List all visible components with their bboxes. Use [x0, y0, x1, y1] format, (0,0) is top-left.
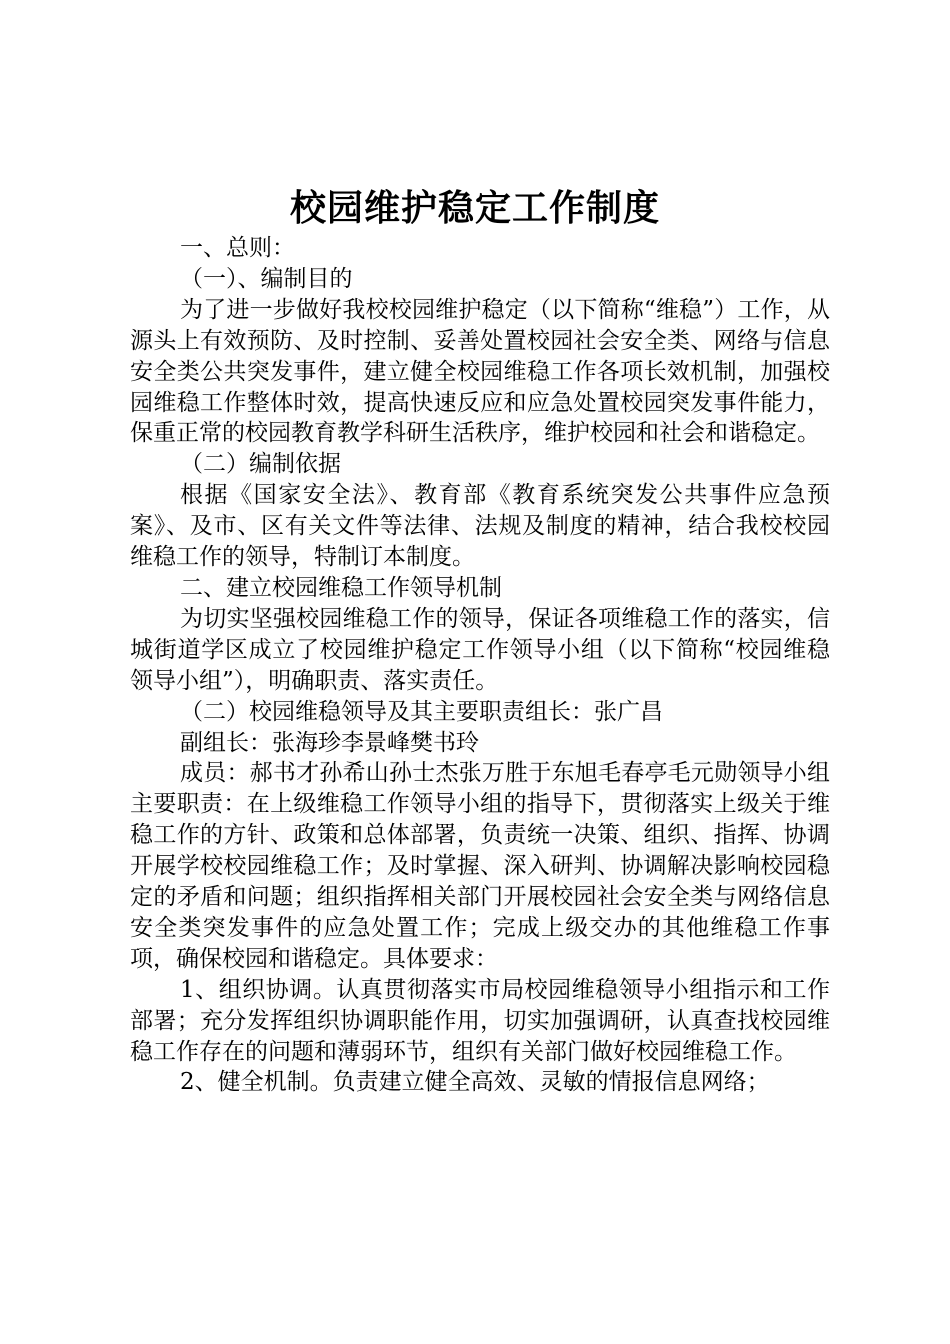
- paragraph-purpose: 为了进一步做好我校校园维护稳定（以下简称“维稳”）工作，从源头上有效预防、及时控制、妥善处置校园社会安全类、网络与信息安全类公共突发事件，建立健全校园维稳工作各项长效机制，加强校园维稳工作整体时效，提高快速反应和应急处置校园突发事件能力，保重正常的校园教育教学科研生活秩序，维护校园和社会和谐稳定。: [130, 296, 830, 447]
- paragraph-members-duties: 成员：郝书才孙希山孙士杰张万胜于东旭毛春亭毛元勋领导小组主要职责：在上级维稳工作领导小组的指导下，贯彻落实上级关于维稳工作的方针、政策和总体部署，负责统一决策、组织、指挥、协调开展学校校园维稳工作；及时掌握、深入研判、协调解决影响校园稳定的矛盾和问题；组织指挥相关部门开展校园社会安全类与网络信息安全类突发事件的应急处置工作；完成上级交办的其他维稳工作事项，确保校园和谐稳定。具体要求：: [130, 760, 830, 972]
- section-heading-general: 一、总则：: [180, 235, 295, 261]
- document-title: 校园维护稳定工作制度: [289, 187, 660, 229]
- subsection-heading-leaders: （二）校园维稳领导及其主要职责组长：张广昌: [180, 698, 663, 725]
- paragraph-requirement-1: 1、组织协调。认真贯彻落实市局校园维稳领导小组指示和工作部署；充分发挥组织协调职能作用，切实加强调研，认真查找校园维稳工作存在的问题和薄弱环节，组织有关部门做好校园维稳工作。: [130, 976, 830, 1065]
- section-heading-leadership: 二、建立校园维稳工作领导机制: [180, 574, 502, 601]
- paragraph-deputy-leaders: 副组长：张海珍李景峰樊书玲: [180, 729, 479, 756]
- paragraph-basis: 根据《国家安全法》、教育部《教育系统突发公共事件应急预案》、及市、区有关文件等法律、法规及制度的精神，结合我校校园维稳工作的领导，特制订本制度。: [130, 482, 830, 571]
- document-body: [130, 233, 830, 1098]
- paragraph-leadership: 为切实坚强校园维稳工作的领导，保证各项维稳工作的落实，信城街道学区成立了校园维护稳定工作领导小组（以下简称“校园维稳领导小组”），明确职责、落实责任。: [130, 605, 830, 694]
- subsection-heading-purpose: （一）、编制目的: [180, 265, 353, 292]
- paragraph-requirement-2: 2、健全机制。负责建立健全高效、灵敏的情报信息网络；: [180, 1069, 770, 1096]
- subsection-heading-basis: （二）编制依据: [180, 451, 341, 478]
